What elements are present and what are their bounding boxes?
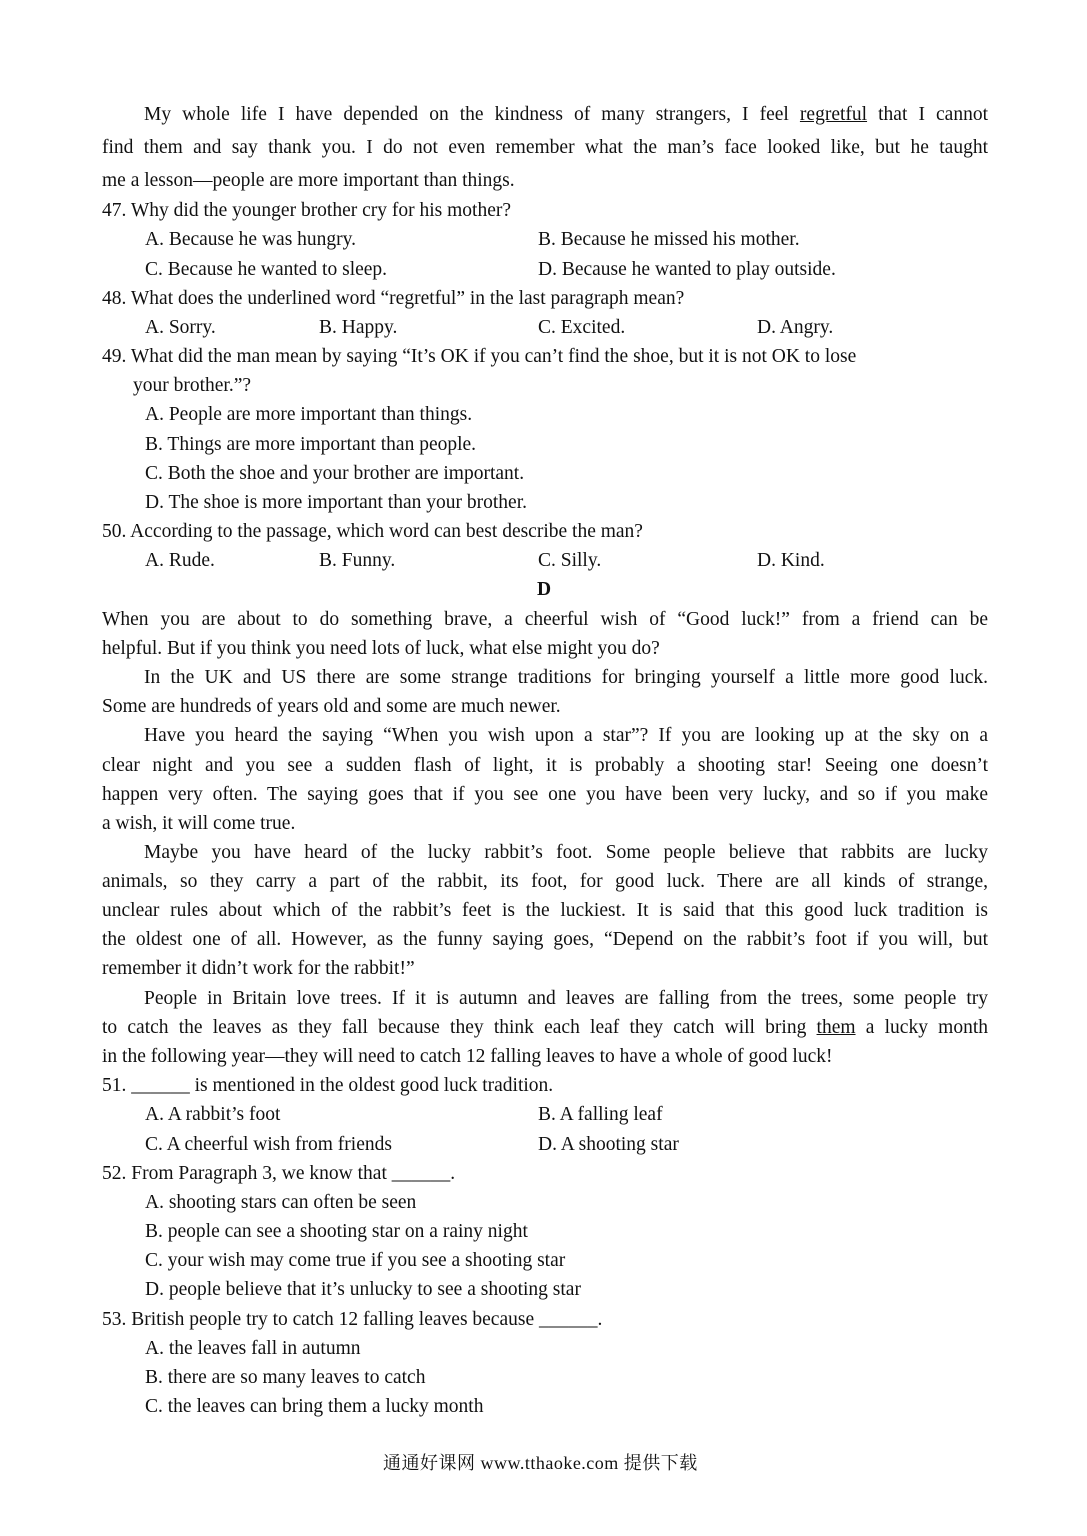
paragraph-line: unclear rules about which of the rabbit’s feet is the luckiest. It is said that this good luck tradition is (102, 900, 988, 921)
text: to catch the leaves as they fall because they think each leaf they catch will bring (102, 1017, 817, 1038)
question-52: 52. From Paragraph 3, we know that ______. (102, 1163, 456, 1184)
option-51-d: D. A shooting star (538, 1134, 679, 1155)
option-48-a: A. Sorry. (145, 317, 216, 338)
paragraph-line: find them and say thank you. I do not even remember what the man’s face looked like, but he taught (102, 137, 988, 158)
option-47-c: C. Because he wanted to sleep. (145, 259, 388, 280)
option-48-c: C. Excited. (538, 317, 626, 338)
text: My whole life I have depended on the kindness of many strangers, I feel (144, 104, 800, 125)
option-50-d: D. Kind. (757, 550, 825, 571)
question-48: 48. What does the underlined word “regretful” in the last paragraph mean? (102, 288, 685, 309)
question-51: 51. ______ is mentioned in the oldest good luck tradition. (102, 1075, 554, 1096)
option-52-a: A. shooting stars can often be seen (145, 1192, 417, 1213)
option-48-b: B. Happy. (319, 317, 398, 338)
paragraph-line: in the following year—they will need to catch 12 falling leaves to have a whole of good luck! (102, 1046, 833, 1067)
question-47: 47. Why did the younger brother cry for his mother? (102, 200, 512, 221)
text: a lucky month (855, 1017, 988, 1038)
option-51-c: C. A cheerful wish from friends (145, 1134, 392, 1155)
page-footer: 通通好课网 www.tthaoke.com 提供下载 (383, 1453, 698, 1473)
paragraph-line: helpful. But if you think you need lots of luck, what else might you do? (102, 638, 660, 659)
option-47-b: B. Because he missed his mother. (538, 229, 800, 250)
paragraph-line: Maybe you have heard of the lucky rabbit’s foot. Some people believe that rabbits are lucky (144, 842, 988, 863)
paragraph-line: me a lesson—people are more important than things. (102, 170, 515, 191)
option-48-d: D. Angry. (757, 317, 834, 338)
paragraph-line: remember it didn’t work for the rabbit!” (102, 958, 415, 979)
option-50-b: B. Funny. (319, 550, 396, 571)
question-50: 50. According to the passage, which word can best describe the man? (102, 521, 643, 542)
option-50-c: C. Silly. (538, 550, 602, 571)
option-53-b: B. there are so many leaves to catch (145, 1367, 426, 1388)
paragraph-line: Some are hundreds of years old and some are much newer. (102, 696, 561, 717)
underlined-word: them (816, 1017, 856, 1038)
option-51-a: A. A rabbit’s foot (145, 1104, 281, 1125)
paragraph-line: People in Britain love trees. If it is autumn and leaves are falling from the trees, some people try (144, 988, 988, 1009)
paragraph-line (144, 103, 988, 127)
paragraph-line: happen very often. The saying goes that if you see one you have been very lucky, and so if you make (102, 784, 988, 805)
paragraph-line: animals, so they carry a part of the rabbit, its foot, for good luck. There are all kinds of strange, (102, 871, 988, 892)
question-53: 53. British people try to catch 12 falling leaves because ______. (102, 1309, 603, 1330)
option-51-b: B. A falling leaf (538, 1104, 663, 1125)
option-52-b: B. people can see a shooting star on a rainy night (145, 1221, 528, 1242)
option-47-d: D. Because he wanted to play outside. (538, 259, 836, 280)
option-49-c: C. Both the shoe and your brother are important. (145, 463, 525, 484)
paragraph-line (102, 1016, 988, 1040)
option-49-d: D. The shoe is more important than your brother. (145, 492, 527, 513)
paragraph-line: a wish, it will come true. (102, 813, 296, 834)
section-heading: D (537, 579, 552, 600)
option-53-a: A. the leaves fall in autumn (145, 1338, 361, 1359)
underlined-word: regretful (799, 104, 868, 125)
paragraph-line: When you are about to do something brave, a cheerful wish of “Good luck!” from a friend can be (102, 609, 988, 630)
option-52-d: D. people believe that it’s unlucky to see a shooting star (145, 1279, 581, 1300)
text: that I cannot (867, 104, 988, 125)
question-49-cont: your brother.”? (133, 375, 252, 396)
paragraph-line: the oldest one of all. However, as the funny saying goes, “Depend on the rabbit’s foot if you will, but (102, 929, 988, 950)
paragraph-line: In the UK and US there are some strange traditions for bringing yourself a little more good luck. (144, 667, 988, 688)
option-47-a: A. Because he was hungry. (145, 229, 357, 250)
option-49-b: B. Things are more important than people. (145, 434, 477, 455)
option-53-c: C. the leaves can bring them a lucky month (145, 1396, 484, 1417)
option-50-a: A. Rude. (145, 550, 215, 571)
paragraph-line: clear night and you see a sudden flash of light, it is probably a shooting star! Seeing one doesn’t (102, 755, 988, 776)
paragraph-line: Have you heard the saying “When you wish upon a star”? If you are looking up at the sky on a (144, 725, 988, 746)
option-52-c: C. your wish may come true if you see a shooting star (145, 1250, 566, 1271)
option-49-a: A. People are more important than things. (145, 404, 473, 425)
question-49: 49. What did the man mean by saying “It’s OK if you can’t find the shoe, but it is not OK to lose (102, 346, 857, 367)
